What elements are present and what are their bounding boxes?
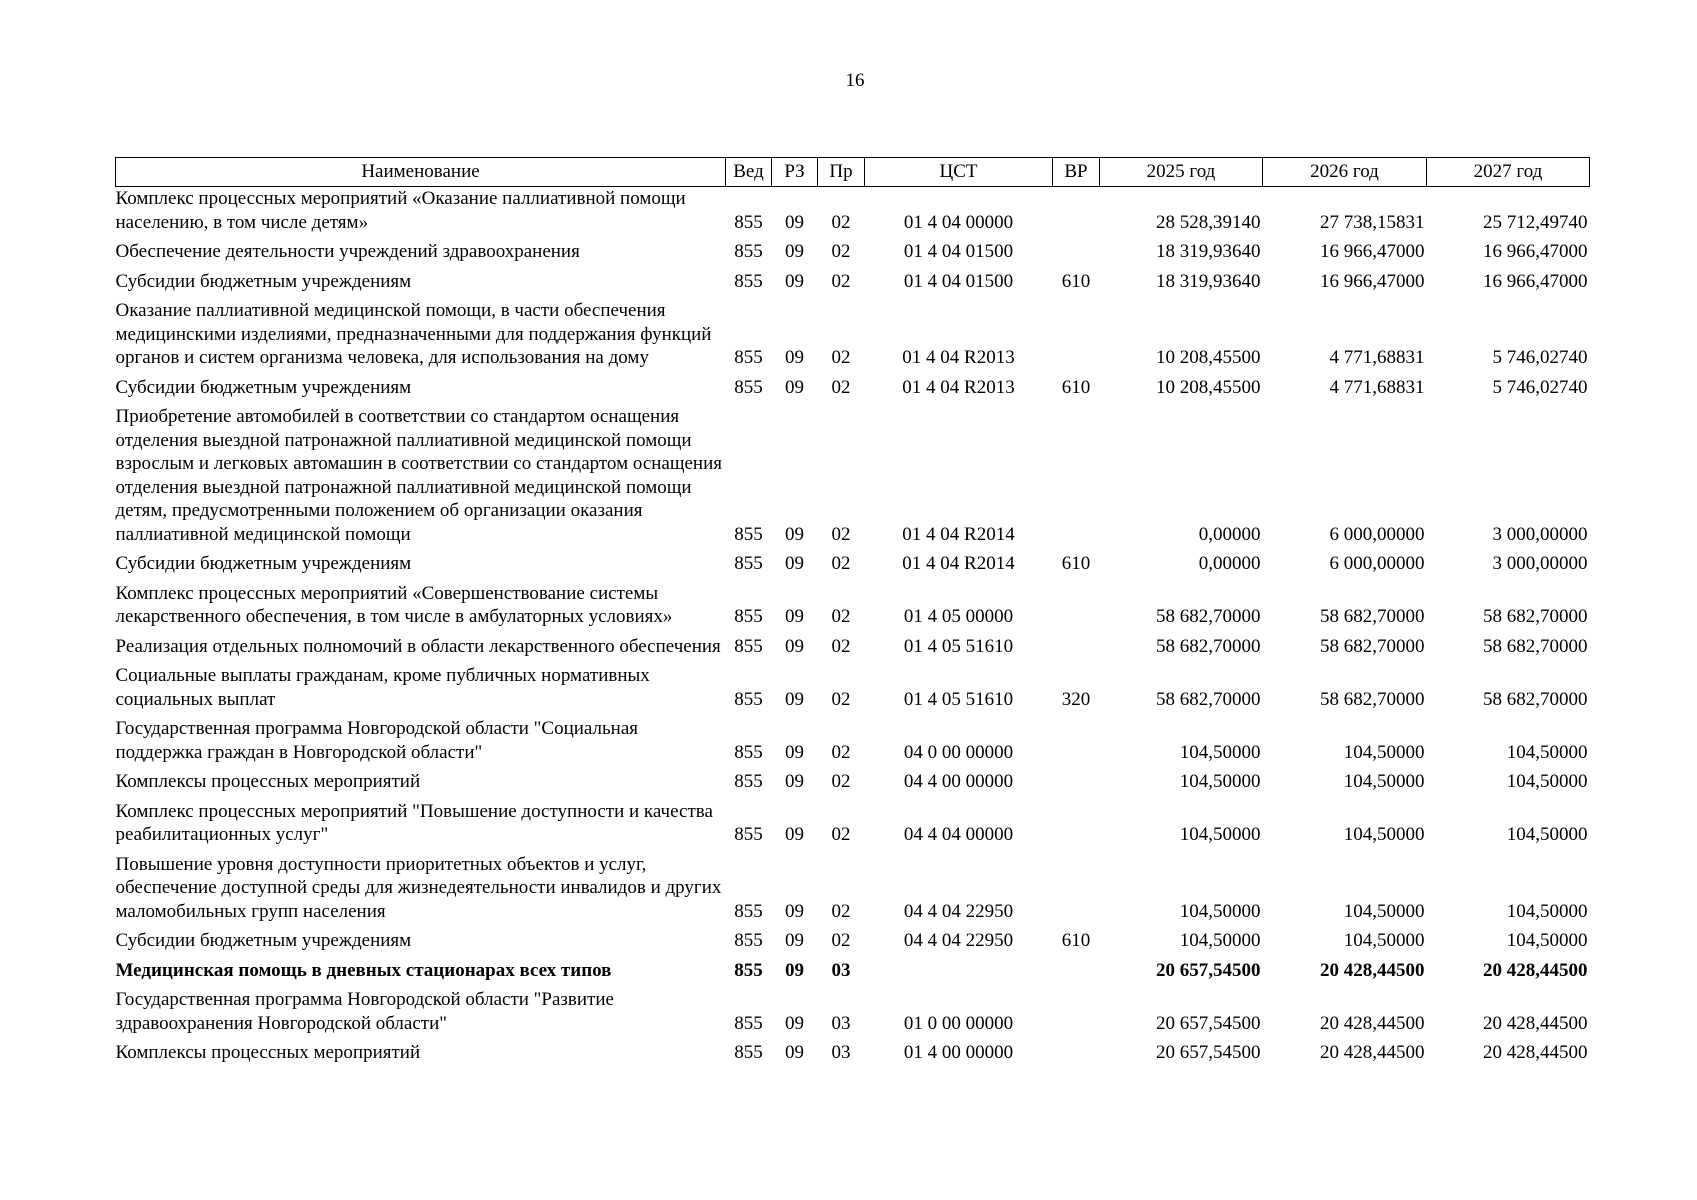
cell-rz: 09 <box>785 688 804 710</box>
cell-2026: 4 771,68831 <box>1329 347 1425 368</box>
table-row <box>116 546 1590 576</box>
cell-rz: 09 <box>785 241 804 262</box>
cell-2026: 58 682,70000 <box>1320 606 1425 627</box>
cell-vr <box>1053 399 1100 546</box>
header-2027: 2027 год <box>1427 158 1590 187</box>
cell-ved: 855 <box>734 211 763 233</box>
cell-2025: 20 657,54500 <box>1156 1012 1261 1034</box>
cell-name: Субсидии бюджетным учреждениям <box>115 376 412 398</box>
cell-pr: 02 <box>831 347 851 368</box>
table-row <box>116 264 1590 294</box>
cell-2027: 58 682,70000 <box>1483 635 1588 657</box>
cell-rz: 09 <box>785 635 804 657</box>
cell-ved: 855 <box>734 270 763 292</box>
cell-pr: 02 <box>831 211 851 233</box>
cell-vr: 610 <box>1061 376 1091 398</box>
cell-vr <box>1053 187 1100 235</box>
cell-pr: 02 <box>831 688 851 710</box>
cell-cst: 01 4 04 01500 <box>903 241 1014 262</box>
cell-2027: 104,50000 <box>1506 741 1588 763</box>
cell-2025: 58 682,70000 <box>1156 606 1261 627</box>
cell-2026: 27 738,15831 <box>1320 211 1425 233</box>
cell-2027: 104,50000 <box>1506 824 1588 845</box>
cell-2025: 18 319,93640 <box>1156 241 1261 262</box>
cell-ved: 855 <box>734 900 763 922</box>
cell-pr: 02 <box>831 553 851 574</box>
cell-2026: 58 682,70000 <box>1320 635 1425 657</box>
cell-pr: 02 <box>831 900 851 922</box>
cell-rz: 09 <box>785 1012 804 1034</box>
cell-vr: 320 <box>1061 688 1091 710</box>
cell-pr: 02 <box>831 930 851 951</box>
cell-name: Субсидии бюджетным учреждениям <box>115 553 412 574</box>
cell-2026: 20 428,44500 <box>1320 1012 1425 1034</box>
cell-2026: 104,50000 <box>1343 824 1425 845</box>
cell-vr <box>1053 982 1100 1035</box>
cell-name: Субсидии бюджетным учреждениям <box>115 270 412 292</box>
cell-name: Государственная программа Новгородской области "Социальная поддержка граждан в Новгородской области" <box>115 718 639 763</box>
cell-name: Приобретение автомобилей в соответствии со стандартом оснащения отделения выездной патронажной паллиативной медицинской помощи взрослым и легковых автомашин в соответствии со стандартом оснащения отделения выездной патронажной паллиативной медицинской помощи детям, предусмотренными положением об организации оказания паллиативной медицинской помощи <box>115 406 722 545</box>
cell-name: Субсидии бюджетным учреждениям <box>115 930 412 951</box>
cell-2026: 20 428,44500 <box>1320 1042 1425 1063</box>
cell-rz: 09 <box>785 347 804 368</box>
cell-2027: 20 428,44500 <box>1483 1042 1588 1063</box>
cell-cst: 01 4 04 R2013 <box>902 347 1015 368</box>
cell-ved: 855 <box>734 606 763 627</box>
cell-2026: 104,50000 <box>1343 930 1425 951</box>
cell-rz: 09 <box>785 824 804 845</box>
cell-vr <box>1053 764 1100 794</box>
cell-cst: 01 4 04 00000 <box>903 211 1014 233</box>
cell-2026: 4 771,68831 <box>1329 376 1425 398</box>
cell-vr: 610 <box>1061 553 1091 574</box>
table-row <box>116 293 1590 370</box>
header-cst: ЦСТ <box>865 158 1053 187</box>
cell-cst: 04 4 04 22950 <box>903 900 1014 922</box>
table-row <box>116 923 1590 953</box>
cell-rz: 09 <box>785 606 804 627</box>
cell-2027: 5 746,02740 <box>1492 376 1588 398</box>
cell-pr: 03 <box>831 1012 851 1034</box>
section-row <box>116 953 1590 983</box>
cell-rz: 09 <box>785 211 804 233</box>
cell-ved: 855 <box>734 959 763 981</box>
cell-2026: 104,50000 <box>1343 771 1425 792</box>
cell-rz: 09 <box>785 523 804 545</box>
cell-2027: 58 682,70000 <box>1483 688 1588 710</box>
cell-name: Комплексы процессных мероприятий <box>115 771 421 792</box>
cell-rz: 09 <box>785 771 804 792</box>
header-2025: 2025 год <box>1100 158 1263 187</box>
table-row <box>116 576 1590 629</box>
cell-name: Медицинская помощь в дневных стационарах всех типов <box>115 959 612 981</box>
cell-name: Обеспечение деятельности учреждений здравоохранения <box>115 241 580 262</box>
cell-2027: 3 000,00000 <box>1492 553 1588 574</box>
table-row <box>116 1035 1590 1065</box>
cell-cst: 04 4 04 00000 <box>903 824 1014 845</box>
cell-2025: 20 657,54500 <box>1156 1042 1261 1063</box>
table-row <box>116 629 1590 659</box>
cell-vr <box>1053 794 1100 847</box>
table-header-row <box>116 158 1590 187</box>
header-vr: ВР <box>1053 158 1100 187</box>
cell-pr: 02 <box>831 635 851 657</box>
cell-cst: 04 4 04 22950 <box>903 930 1014 951</box>
cell-2027: 104,50000 <box>1506 771 1588 792</box>
cell-2026: 20 428,44500 <box>1320 959 1425 981</box>
table-row <box>116 399 1590 546</box>
cell-pr: 02 <box>831 270 851 292</box>
cell-name: Государственная программа Новгородской области "Развитие здравоохранения Новгородской области" <box>115 989 614 1034</box>
table-body <box>116 187 1590 1065</box>
cell-cst: 01 4 05 51610 <box>903 688 1014 710</box>
table-row <box>116 982 1590 1035</box>
header-rz: РЗ <box>772 158 818 187</box>
header-pr: Пр <box>818 158 865 187</box>
cell-pr: 02 <box>831 741 851 763</box>
cell-vr: 610 <box>1061 930 1091 951</box>
cell-vr <box>1053 711 1100 764</box>
cell-cst: 04 4 00 00000 <box>903 771 1014 792</box>
cell-2027: 16 966,47000 <box>1483 270 1588 292</box>
cell-vr <box>1053 847 1100 924</box>
table-row <box>116 847 1590 924</box>
cell-ved: 855 <box>734 553 763 574</box>
cell-2025: 104,50000 <box>1179 741 1261 763</box>
table-row <box>116 187 1590 235</box>
cell-2027: 16 966,47000 <box>1483 241 1588 262</box>
cell-2025: 58 682,70000 <box>1156 688 1261 710</box>
cell-2027: 104,50000 <box>1506 900 1588 922</box>
cell-vr <box>1053 953 1100 983</box>
cell-cst <box>865 953 1053 983</box>
page-number: 16 <box>845 70 865 91</box>
header-2026: 2026 год <box>1263 158 1427 187</box>
cell-pr: 03 <box>831 959 851 981</box>
cell-name: Оказание паллиативной медицинской помощи, в части обеспечения медицинскими изделиями, предназначенными для поддержания функций органов и систем организма человека, для использования на дому <box>115 300 712 368</box>
cell-ved: 855 <box>734 930 763 951</box>
cell-2025: 10 208,45500 <box>1156 376 1261 398</box>
cell-vr <box>1053 629 1100 659</box>
cell-2025: 104,50000 <box>1179 824 1261 845</box>
cell-2025: 104,50000 <box>1179 771 1261 792</box>
cell-cst: 01 4 04 R2013 <box>902 376 1015 398</box>
budget-table <box>115 157 1590 1065</box>
cell-rz: 09 <box>785 270 804 292</box>
cell-name: Комплекс процессных мероприятий «Совершенствование системы лекарственного обеспечения, в том числе в амбулаторных условиях» <box>115 582 673 627</box>
cell-2027: 25 712,49740 <box>1483 211 1588 233</box>
cell-2027: 5 746,02740 <box>1492 347 1588 368</box>
cell-ved: 855 <box>734 523 763 545</box>
cell-2025: 0,00000 <box>1198 523 1261 545</box>
cell-rz: 09 <box>785 1042 804 1063</box>
cell-rz: 09 <box>785 900 804 922</box>
cell-2025: 104,50000 <box>1179 900 1261 922</box>
header-ved: Вед <box>726 158 772 187</box>
table-row <box>116 370 1590 400</box>
cell-2026: 6 000,00000 <box>1329 523 1425 545</box>
cell-pr: 03 <box>831 1042 851 1063</box>
cell-vr <box>1053 1035 1100 1065</box>
cell-cst: 01 4 00 00000 <box>903 1042 1014 1063</box>
cell-cst: 01 4 04 01500 <box>903 270 1014 292</box>
cell-rz: 09 <box>785 741 804 763</box>
cell-ved: 855 <box>734 1042 763 1063</box>
cell-2027: 3 000,00000 <box>1492 523 1588 545</box>
cell-pr: 02 <box>831 771 851 792</box>
cell-cst: 01 4 05 00000 <box>903 606 1014 627</box>
cell-vr <box>1053 293 1100 370</box>
cell-pr: 02 <box>831 606 851 627</box>
cell-pr: 02 <box>831 824 851 845</box>
cell-vr: 610 <box>1061 270 1091 292</box>
cell-pr: 02 <box>831 376 851 398</box>
cell-ved: 855 <box>734 635 763 657</box>
cell-2027: 58 682,70000 <box>1483 606 1588 627</box>
cell-name: Повышение уровня доступности приоритетных объектов и услуг, обеспечение доступной среды для жизнедеятельности инвалидов и других маломобильных групп населения <box>115 853 722 922</box>
cell-ved: 855 <box>734 376 763 398</box>
table-row <box>116 711 1590 764</box>
cell-ved: 855 <box>734 241 763 262</box>
cell-2025: 104,50000 <box>1179 930 1261 951</box>
cell-cst: 01 4 04 R2014 <box>902 523 1015 545</box>
cell-2026: 6 000,00000 <box>1329 553 1425 574</box>
cell-vr <box>1053 234 1100 264</box>
cell-ved: 855 <box>734 347 763 368</box>
cell-pr: 02 <box>831 523 851 545</box>
table-row <box>116 658 1590 711</box>
cell-name: Реализация отдельных полномочий в области лекарственного обеспечения <box>115 635 721 657</box>
cell-cst: 01 0 00 00000 <box>903 1012 1014 1034</box>
cell-name: Комплекс процессных мероприятий «Оказание паллиативной помощи населению, в том числе детям» <box>115 188 686 233</box>
cell-ved: 855 <box>734 824 763 845</box>
cell-rz: 09 <box>785 376 804 398</box>
cell-name: Комплекс процессных мероприятий "Повышение доступности и качества реабилитационных услуг" <box>115 800 713 845</box>
cell-rz: 09 <box>785 553 804 574</box>
table-row <box>116 764 1590 794</box>
cell-2025: 28 528,39140 <box>1156 211 1261 233</box>
cell-2025: 20 657,54500 <box>1156 959 1261 981</box>
cell-2027: 20 428,44500 <box>1483 959 1588 981</box>
cell-cst: 01 4 05 51610 <box>903 635 1014 657</box>
cell-2026: 58 682,70000 <box>1320 688 1425 710</box>
cell-2026: 104,50000 <box>1343 900 1425 922</box>
table-row <box>116 794 1590 847</box>
cell-2025: 0,00000 <box>1198 553 1261 574</box>
cell-2025: 10 208,45500 <box>1156 347 1261 368</box>
cell-name: Социальные выплаты гражданам, кроме публичных нормативных социальных выплат <box>115 665 650 710</box>
cell-ved: 855 <box>734 771 763 792</box>
cell-2026: 16 966,47000 <box>1320 241 1425 262</box>
cell-pr: 02 <box>831 241 851 262</box>
cell-2025: 18 319,93640 <box>1156 270 1261 292</box>
cell-ved: 855 <box>734 1012 763 1034</box>
cell-2026: 104,50000 <box>1343 741 1425 763</box>
cell-ved: 855 <box>734 741 763 763</box>
header-name: Наименование <box>116 158 726 187</box>
cell-2027: 104,50000 <box>1506 930 1588 951</box>
cell-cst: 01 4 04 R2014 <box>902 553 1015 574</box>
cell-vr <box>1053 576 1100 629</box>
cell-rz: 09 <box>785 930 804 951</box>
cell-cst: 04 0 00 00000 <box>903 741 1014 763</box>
table-row <box>116 234 1590 264</box>
cell-name: Комплексы процессных мероприятий <box>115 1042 421 1063</box>
cell-2027: 20 428,44500 <box>1483 1012 1588 1034</box>
cell-rz: 09 <box>785 959 804 981</box>
cell-ved: 855 <box>734 688 763 710</box>
cell-2026: 16 966,47000 <box>1320 270 1425 292</box>
cell-2025: 58 682,70000 <box>1156 635 1261 657</box>
